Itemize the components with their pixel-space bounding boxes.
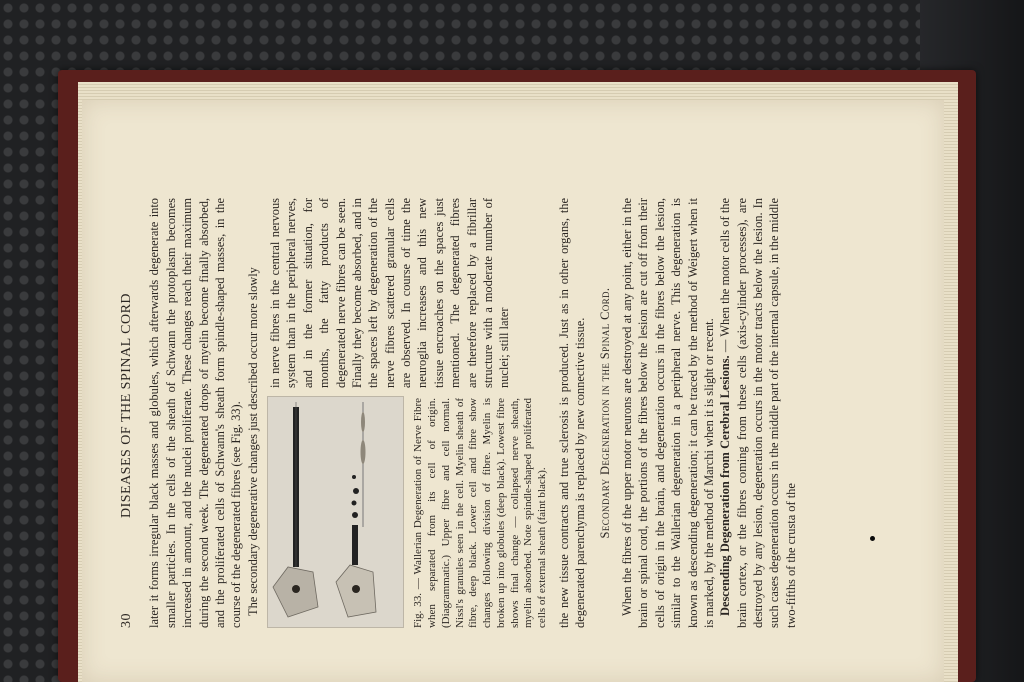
paragraph-1: later it forms irregular black masses and globules, which afterwards degenerate into smaller particles. In the cells of the sheath of Schwann the protoplasm becomes increased in amount, and the nuclei proliferate. These changes reach their maximum during the second week. The degenerated drops of myelin become finally absorbed, and the proliferated cells of Schwann's sheath form spindle-shaped masses, in the course of the degenerated fibres (see Fig. 33).	[147, 198, 244, 628]
paragraph-4-lead: Descending Degeneration from Cerebral Lesions.	[718, 355, 733, 616]
dust-speck	[870, 536, 875, 541]
figure-caption: Fig. 33. — Wallerian Degeneration of Nerve Fibre when separated from its cell of origin. (Diagrammatic.) Upper fibre and cell normal. Nissl's granules seen in the cell. Myelin sheath of fibre, deep black. Lower cell and fibre show changes following division of fibre. Myelin is broken up into globules (deep black). Lowest fibre shows final change — collapsed nerve sheath, myelin absorbed. Note spindle-shaped proliferated cells of external sheath (faint black).	[412, 398, 549, 628]
paragraph-2-end: the new tissue contracts and true sclerosis is produced. Just as in other organs, the degenerated parenchyma is replaced by new connective tissue.	[556, 198, 588, 628]
running-head: DISEASES OF THE SPINAL CORD	[119, 292, 134, 519]
paragraph-4	[717, 198, 799, 628]
paragraph-2: The secondary degenerative changes just described occur more slowly	[245, 267, 260, 616]
paragraph-2-continued: in nerve fibres in the central nervous system than in the peripheral nerves, and in the former situation, for months, the fatty products of degenerated nerve fibres can be seen. Finally they become absorbed, and in the spaces left by degeneration of the nerve fibres scattered granular cells are observed. In course of time the neuroglia increases and this new tissue encroaches on the spaces just mentioned. The degenerated fibres are therefore replaced by a fibrillar structure with a moderate number of nuclei; still later	[268, 198, 512, 388]
page-number: 30	[119, 613, 134, 628]
page-content	[118, 198, 798, 628]
paragraph-3: When the fibres of the upper motor neurons are destroyed at any point, either in the brain or spinal cord, the portions of the fibres below the lesion are cut off from their cells of origin in the brain, and degeneration occurs in the fibres below the lesion, similar to the Wallerian degeneration in a peripheral nerve. This degeneration is known as descending degeneration; it can be traced by the method of Weigert when it is marked, by the method of Marchi when it is slight or recent.	[620, 198, 716, 628]
section-heading: Secondary Degeneration in the Spinal Cord.	[597, 287, 612, 539]
figure-33-illustration	[267, 396, 404, 628]
page-header	[118, 198, 136, 628]
figure-block	[267, 198, 550, 628]
figure-column	[267, 398, 550, 628]
paragraph-4-text: — When the motor cells of the brain cortex, or the fibres coming from these cells (axis-cylinder processes), are destroyed by any lesion, degeneration occurs in the motor tracts below the lesion. In such cases degeneration occurs in the middle part of the internal capsule, in the middle two-fifths of the crusta of the	[718, 198, 798, 628]
